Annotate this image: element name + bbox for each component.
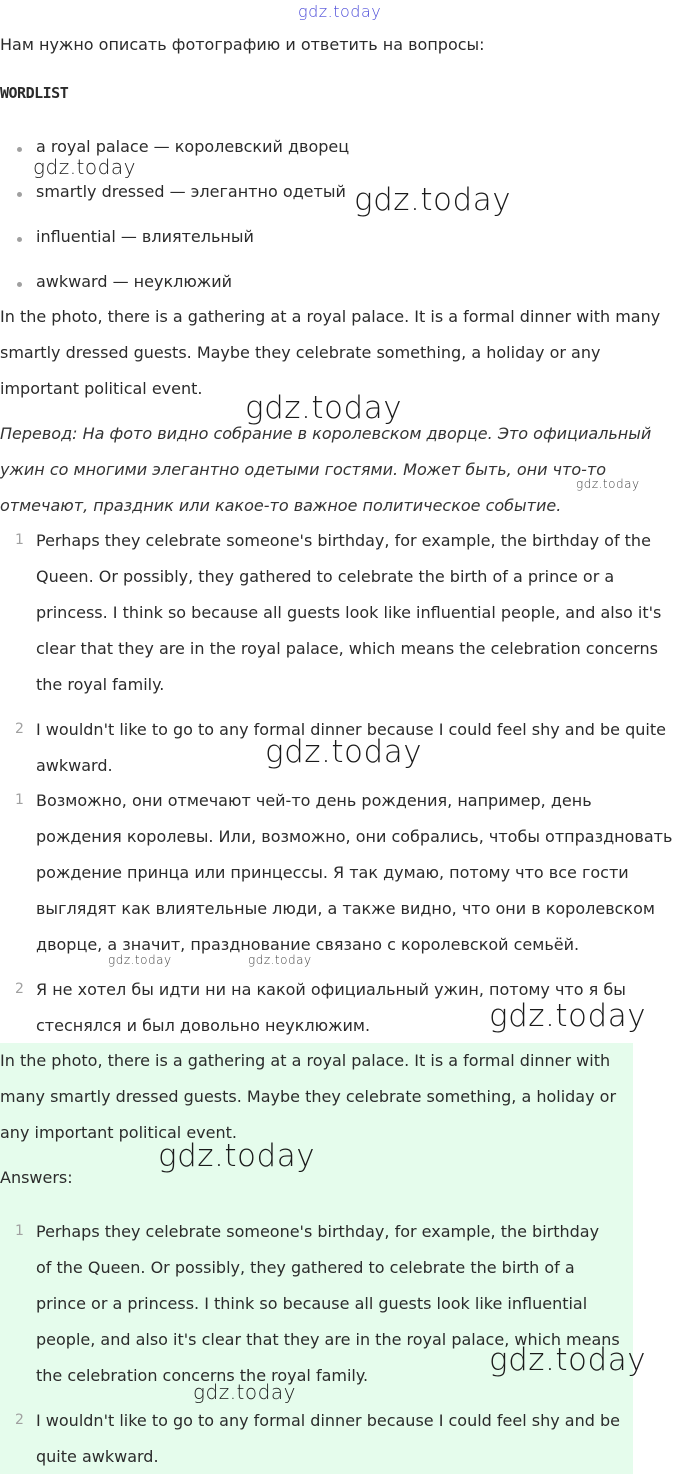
answer-number: 1: [15, 532, 24, 548]
answer-line: Queen. Or possibly, they gathered to celebrate the birth of a prince or a: [36, 567, 615, 586]
answer-line: Perhaps they celebrate someone's birthday, for example, the birthday: [36, 1222, 600, 1241]
wordlist-item-label: awkward — неуклюжий: [36, 272, 233, 291]
intro-text: Нам нужно описать фотографию и ответить на вопросы:: [0, 35, 485, 54]
watermark: gdz.today: [245, 390, 403, 426]
answer-number: 2: [15, 1412, 24, 1428]
bullet-icon: [17, 147, 22, 152]
answer-line: the celebration concerns the royal family.: [36, 1366, 369, 1385]
answer-line: Возможно, они отмечают чей-то день рождения, например, день: [36, 791, 592, 810]
answer-line: рождения королевы. Или, возможно, они собрались, чтобы отпраздновать: [36, 827, 673, 846]
answer-line: дворце, а значит, празднование связано с королевской семьёй.: [36, 935, 580, 954]
paragraph-line: important political event.: [0, 379, 203, 398]
paragraph-line: In the photo, there is a gathering at a royal palace. It is a formal dinner with many: [0, 307, 661, 326]
answer-line: prince or a princess. I think so because all guests look like influential: [36, 1294, 588, 1313]
answer-line: I wouldn't like to go to any formal dinner because I could feel shy and be quite: [36, 720, 666, 739]
answer-number: 1: [15, 792, 24, 808]
watermark: gdz.today: [193, 1380, 296, 1404]
paragraph-line: smartly dressed guests. Maybe they celebrate something, a holiday or any: [0, 343, 601, 362]
watermark: gdz.today: [33, 155, 136, 179]
answer-line: Я не хотел бы идти ни на какой официальный ужин, потому что я бы: [36, 980, 626, 999]
answers-label: Answers:: [0, 1168, 73, 1187]
watermark: gdz.today: [108, 953, 172, 967]
watermark: gdz.today: [489, 1342, 647, 1378]
translation-line: отмечают, праздник или какое-то важное политическое событие.: [0, 496, 562, 515]
answer-line: рождение принца или принцессы. Я так думаю, потому что все гости: [36, 863, 629, 882]
answer-line: I wouldn't like to go to any formal dinner because I could feel shy and be: [36, 1411, 620, 1430]
answer-line: quite awkward.: [36, 1447, 159, 1466]
answer-line: стеснялся и был довольно неуклюжим.: [36, 1016, 371, 1035]
wordlist-item-label: influential — влиятельный: [36, 227, 254, 246]
bullet-icon: [17, 282, 22, 287]
answer-line: выглядят как влиятельные люди, а также видно, что они в королевском: [36, 899, 655, 918]
watermark: gdz.today: [489, 998, 647, 1034]
watermark: gdz.today: [354, 182, 512, 218]
answer-line: princess. I think so because all guests look like influential people, and also it's: [36, 603, 662, 622]
paragraph-line: In the photo, there is a gathering at a royal palace. It is a formal dinner with: [0, 1051, 611, 1070]
watermark: gdz.today: [576, 477, 640, 491]
answer-number: 1: [15, 1223, 24, 1239]
answer-line: of the Queen. Or possibly, they gathered to celebrate the birth of a: [36, 1258, 575, 1277]
watermark: gdz.today: [265, 734, 423, 770]
watermark: gdz.today: [158, 1138, 316, 1174]
wordlist-item-label: a royal palace — королевский дворец: [36, 137, 350, 156]
translation-line: Перевод: На фото видно собрание в королевском дворце. Это официальный: [0, 424, 652, 443]
bullet-icon: [17, 192, 22, 197]
paragraph-line: many smartly dressed guests. Maybe they celebrate something, a holiday or: [0, 1087, 617, 1106]
wordlist-title: WORDLIST: [0, 84, 69, 102]
paragraph-line: any important political event.: [0, 1123, 237, 1142]
translation-line: ужин со многими элегантно одетыми гостями. Может быть, они что-то: [0, 460, 606, 479]
watermark-top: gdz.today: [298, 2, 382, 21]
answer-line: the royal family.: [36, 675, 165, 694]
wordlist-item-label: smartly dressed — элегантно одетый: [36, 182, 346, 201]
answer-number: 2: [15, 981, 24, 997]
answer-line: people, and also it's clear that they are in the royal palace, which means: [36, 1330, 620, 1349]
answer-line: awkward.: [36, 756, 113, 775]
answer-number: 2: [15, 721, 24, 737]
answer-line: clear that they are in the royal palace, which means the celebration concerns: [36, 639, 658, 658]
watermark: gdz.today: [248, 953, 312, 967]
bullet-icon: [17, 237, 22, 242]
answer-line: Perhaps they celebrate someone's birthday, for example, the birthday of the: [36, 531, 651, 550]
